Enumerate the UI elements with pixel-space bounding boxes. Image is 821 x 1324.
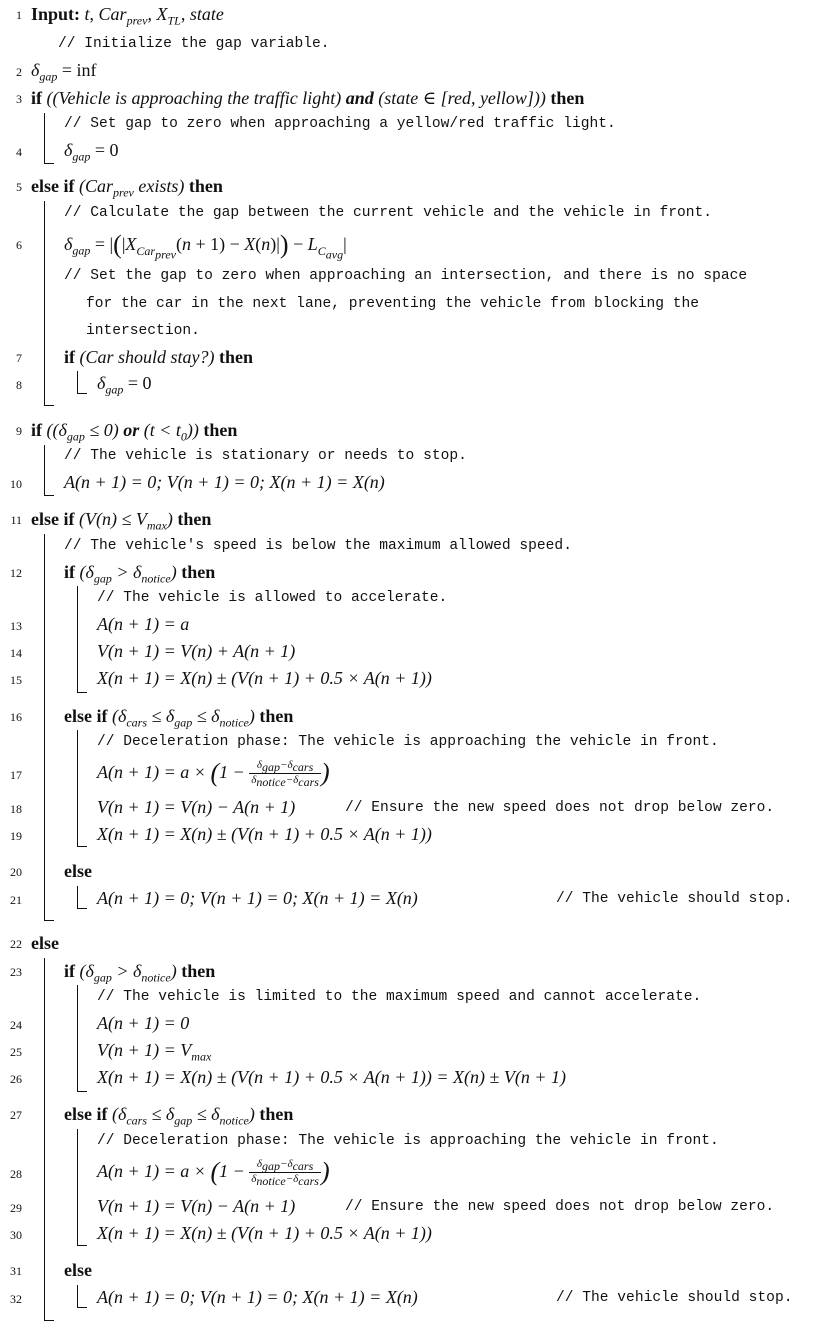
block-bar xyxy=(77,730,87,847)
stmt-text: A(n + 1) = 0; V(n + 1) = 0; X(n + 1) = X(n) xyxy=(64,472,385,492)
line-number: 6 xyxy=(16,238,22,252)
comment: // The vehicle is allowed to accelerate. xyxy=(97,590,448,606)
stmt-text: A(n + 1) = 0; V(n + 1) = 0; X(n + 1) = X(n) xyxy=(97,1287,418,1307)
block-bar xyxy=(44,445,54,496)
block-bar xyxy=(77,1285,87,1308)
comment: // The vehicle is stationary or needs to stop. xyxy=(64,448,467,464)
line-number: 32 xyxy=(10,1292,22,1306)
line-number: 1 xyxy=(16,8,22,22)
line-number: 15 xyxy=(10,673,22,687)
line-number: 8 xyxy=(16,378,22,392)
line-number: 3 xyxy=(16,92,22,106)
stmt-text: V(n + 1) = V(n) − A(n + 1) xyxy=(97,797,296,817)
line-number: 4 xyxy=(16,145,22,159)
else-keyword: else xyxy=(64,861,92,881)
comment: // Ensure the new speed does not drop below zero. xyxy=(345,1199,775,1215)
comment: // Set gap to zero when approaching a yellow/red traffic light. xyxy=(64,116,616,132)
comment: // Ensure the new speed does not drop below zero. xyxy=(345,800,775,816)
comment: // Calculate the gap between the current vehicle and the vehicle in front. xyxy=(64,205,713,221)
line-number: 14 xyxy=(10,646,22,660)
line-number: 23 xyxy=(10,965,22,979)
comment-init: // Initialize the gap variable. xyxy=(58,36,330,52)
line-number: 28 xyxy=(10,1167,22,1181)
block-bar xyxy=(44,534,54,921)
then-keyword: then xyxy=(181,961,216,981)
then-keyword: then xyxy=(550,88,585,108)
if-keyword: if xyxy=(64,961,75,981)
stmt-text: V(n + 1) = V xyxy=(97,1040,192,1060)
line-number: 13 xyxy=(10,619,22,633)
stmt-text: X(n + 1) = X(n) ± (V(n + 1) + 0.5 × A(n + 1)) xyxy=(97,824,432,844)
block-bar xyxy=(77,371,87,394)
or-keyword: or xyxy=(123,420,140,440)
line-number: 24 xyxy=(10,1018,22,1032)
line-number: 7 xyxy=(16,351,22,365)
line-number: 22 xyxy=(10,937,22,951)
line-number: 21 xyxy=(10,893,22,907)
block-bar xyxy=(44,201,54,406)
line-number: 5 xyxy=(16,180,22,194)
and-keyword: and xyxy=(345,88,374,108)
if-keyword: if xyxy=(31,88,42,108)
if-keyword: if xyxy=(64,347,75,367)
block-bar xyxy=(44,958,54,1321)
line-number: 11 xyxy=(10,513,22,527)
stmt-text: V(n + 1) = V(n) − A(n + 1) xyxy=(97,1196,296,1216)
comment: // The vehicle should stop. xyxy=(556,891,793,907)
line-number: 16 xyxy=(10,710,22,724)
then-keyword: then xyxy=(219,347,254,367)
line-number: 2 xyxy=(16,65,22,79)
then-keyword: then xyxy=(259,706,294,726)
stmt-text: = 0 xyxy=(94,140,119,160)
comment: // The vehicle should stop. xyxy=(556,1290,793,1306)
algorithm-block: 1 Input: t, Car$_{prev}$, $X_{TL}$, state // Initialize the gap variable. 2 $\delta_{gap}$ = inf 3 if ((Vehicle is approaching the traffic light) and (state ∈ [red, yellow])) then // Set gap to zero when approaching a yellow/red traffic light. 4 $\delta_{gap} = 0$ 5 else if (Car$_{prev}$ exists) then // Calculate the gap between the current vehicle and the vehicle in front. 6 $\delta_{gap} = |(|X_{Car_{prev}}(n + 1) - X(n)|) - L_{C_{avg}}|$ // Set the gap to zero when approaching an intersection, and there is no space for the car in the next lane, preventing the vehicle from blocking the intersection. 7 if (Car should stay?) then 8 $\delta_{gap} = 0$ 9 if ($(\delta_{gap} \le 0)$ or $(t < t_0)$) then // The vehicle is stationary or needs to stop. 10 A(n + 1) = 0; V(n + 1) = 0; X(n + 1) = X(n) 11 else if $(V(n) \le V_{max})$ then // The vehicle's speed is below the maximum allowed speed. 12 if $(\delta_{gap} > \delta_{notice})$ then // The vehicle is allowed to accelerate. 13 A(n + 1) = a 14 V(n + 1) = V(n) + A(n + 1) 15 X(n + 1) = X(n) ± (V(n + 1) + 0.5 × A(n + 1)) 16 else if $(\delta_{cars} \le \delta_{gap} \le \delta_{notice})$ then // Deceleration phase: The vehicle is approaching the vehicle in front. 17 A(n + 1) = a × (1 − $\frac{\delta_{gap}-\delta_{cars}}{\delta_{notice}-\delta_{cars}}$ ) 18 V(n + 1) = V(n) − A(n + 1) // Ensure the new speed does not drop below zero. 19 X(n + 1) = X(n) ± (V(n + 1) + 0.5 × A(n + 1)) 20 else 21 A(n + 1) = 0; V(n + 1) = 0; X(n + 1) = X(n) // The vehicle should stop. 22 else 23 if $(\delta_{gap} > \delta_{notice})$ then // The vehicle is limited to the maximum speed and cannot accelerate. 24 A(n + 1) = 0 25 $V(n + 1) = V_{max}$ 26 X(n + 1) = X(n) ± (V(n + 1) + 0.5 × A(n + 1)) = X(n) ± V(n + 1) 27 else if $(\delta_{cars} \le \delta_{gap} \le \delta_{notice})$ then // Deceleration phase: The vehicle is approaching the vehicle in front. 28 A(n + 1) = a × (1 − $\frac{\delta_{gap}-\delta_{cars}}{\delta_{notice}-\delta_{cars}}$ ) 29 V(n + 1) = V(n) − A(n + 1) // Ensure the new speed does not drop below zero. 30 X(n + 1) = X(n) ± (V(n + 1) + 0.5 × A(n + 1)) 31 else 32 A(n + 1) = 0; V(n + 1) = 0; X(n + 1) = X(n) // The vehicle should stop. xyxy=(0,0,821,1324)
else-keyword: else xyxy=(31,933,59,953)
stmt-text: A(n + 1) = a xyxy=(97,614,190,634)
line-number: 19 xyxy=(10,829,22,843)
block-bar xyxy=(77,586,87,693)
comment: intersection. xyxy=(86,323,200,339)
condition: ((Vehicle is approaching the traffic light) xyxy=(46,88,342,108)
comment: for the car in the next lane, preventing the vehicle from blocking the xyxy=(86,296,700,312)
stmt-text: V(n + 1) = V(n) + A(n + 1) xyxy=(97,641,296,661)
condition: (Car should stay?) xyxy=(79,347,215,367)
line-number: 18 xyxy=(10,802,22,816)
line-number: 31 xyxy=(10,1264,22,1278)
line-number: 29 xyxy=(10,1201,22,1215)
then-keyword: then xyxy=(188,176,223,196)
line-number: 10 xyxy=(10,477,22,491)
block-bar xyxy=(77,886,87,909)
stmt-text: X(n + 1) = X(n) ± (V(n + 1) + 0.5 × A(n + 1)) xyxy=(97,668,432,688)
block-bar xyxy=(77,1129,87,1246)
line-number: 27 xyxy=(10,1108,22,1122)
line-number: 25 xyxy=(10,1045,22,1059)
block-bar xyxy=(77,985,87,1092)
line-number: 17 xyxy=(10,768,22,782)
stmt-text: A(n + 1) = 0 xyxy=(97,1013,190,1033)
else-if-keyword: else if xyxy=(64,1104,108,1124)
line-number: 26 xyxy=(10,1072,22,1086)
condition: (state ∈ [red, yellow])) xyxy=(378,88,546,108)
stmt-text: A(n + 1) = 0; V(n + 1) = 0; X(n + 1) = X(n) xyxy=(97,888,418,908)
stmt-text: = inf xyxy=(61,60,97,80)
stmt-text: X(n + 1) = X(n) ± (V(n + 1) + 0.5 × A(n + 1)) = X(n) ± V(n + 1) xyxy=(97,1067,566,1087)
stmt-text: = 0 xyxy=(127,373,152,393)
then-keyword: then xyxy=(181,562,216,582)
then-keyword: then xyxy=(177,509,212,529)
then-keyword: then xyxy=(203,420,238,440)
block-bar xyxy=(44,113,54,164)
line-number: 12 xyxy=(10,566,22,580)
input-keyword: Input: xyxy=(31,4,81,24)
comment: // Deceleration phase: The vehicle is approaching the vehicle in front. xyxy=(97,734,719,750)
if-keyword: if xyxy=(31,420,42,440)
comment: // Set the gap to zero when approaching an intersection, and there is no space xyxy=(64,268,748,284)
line-number: 30 xyxy=(10,1228,22,1242)
comment: // The vehicle is limited to the maximum speed and cannot accelerate. xyxy=(97,989,702,1005)
else-if-keyword: else if xyxy=(31,509,75,529)
else-if-keyword: else if xyxy=(64,706,108,726)
comment: // Deceleration phase: The vehicle is approaching the vehicle in front. xyxy=(97,1133,719,1149)
else-keyword: else xyxy=(64,1260,92,1280)
else-if-keyword: else if xyxy=(31,176,75,196)
if-keyword: if xyxy=(64,562,75,582)
then-keyword: then xyxy=(259,1104,294,1124)
line-number: 20 xyxy=(10,865,22,879)
line-number: 9 xyxy=(16,424,22,438)
comment: // The vehicle's speed is below the maximum allowed speed. xyxy=(64,538,572,554)
stmt-text: X(n + 1) = X(n) ± (V(n + 1) + 0.5 × A(n + 1)) xyxy=(97,1223,432,1243)
